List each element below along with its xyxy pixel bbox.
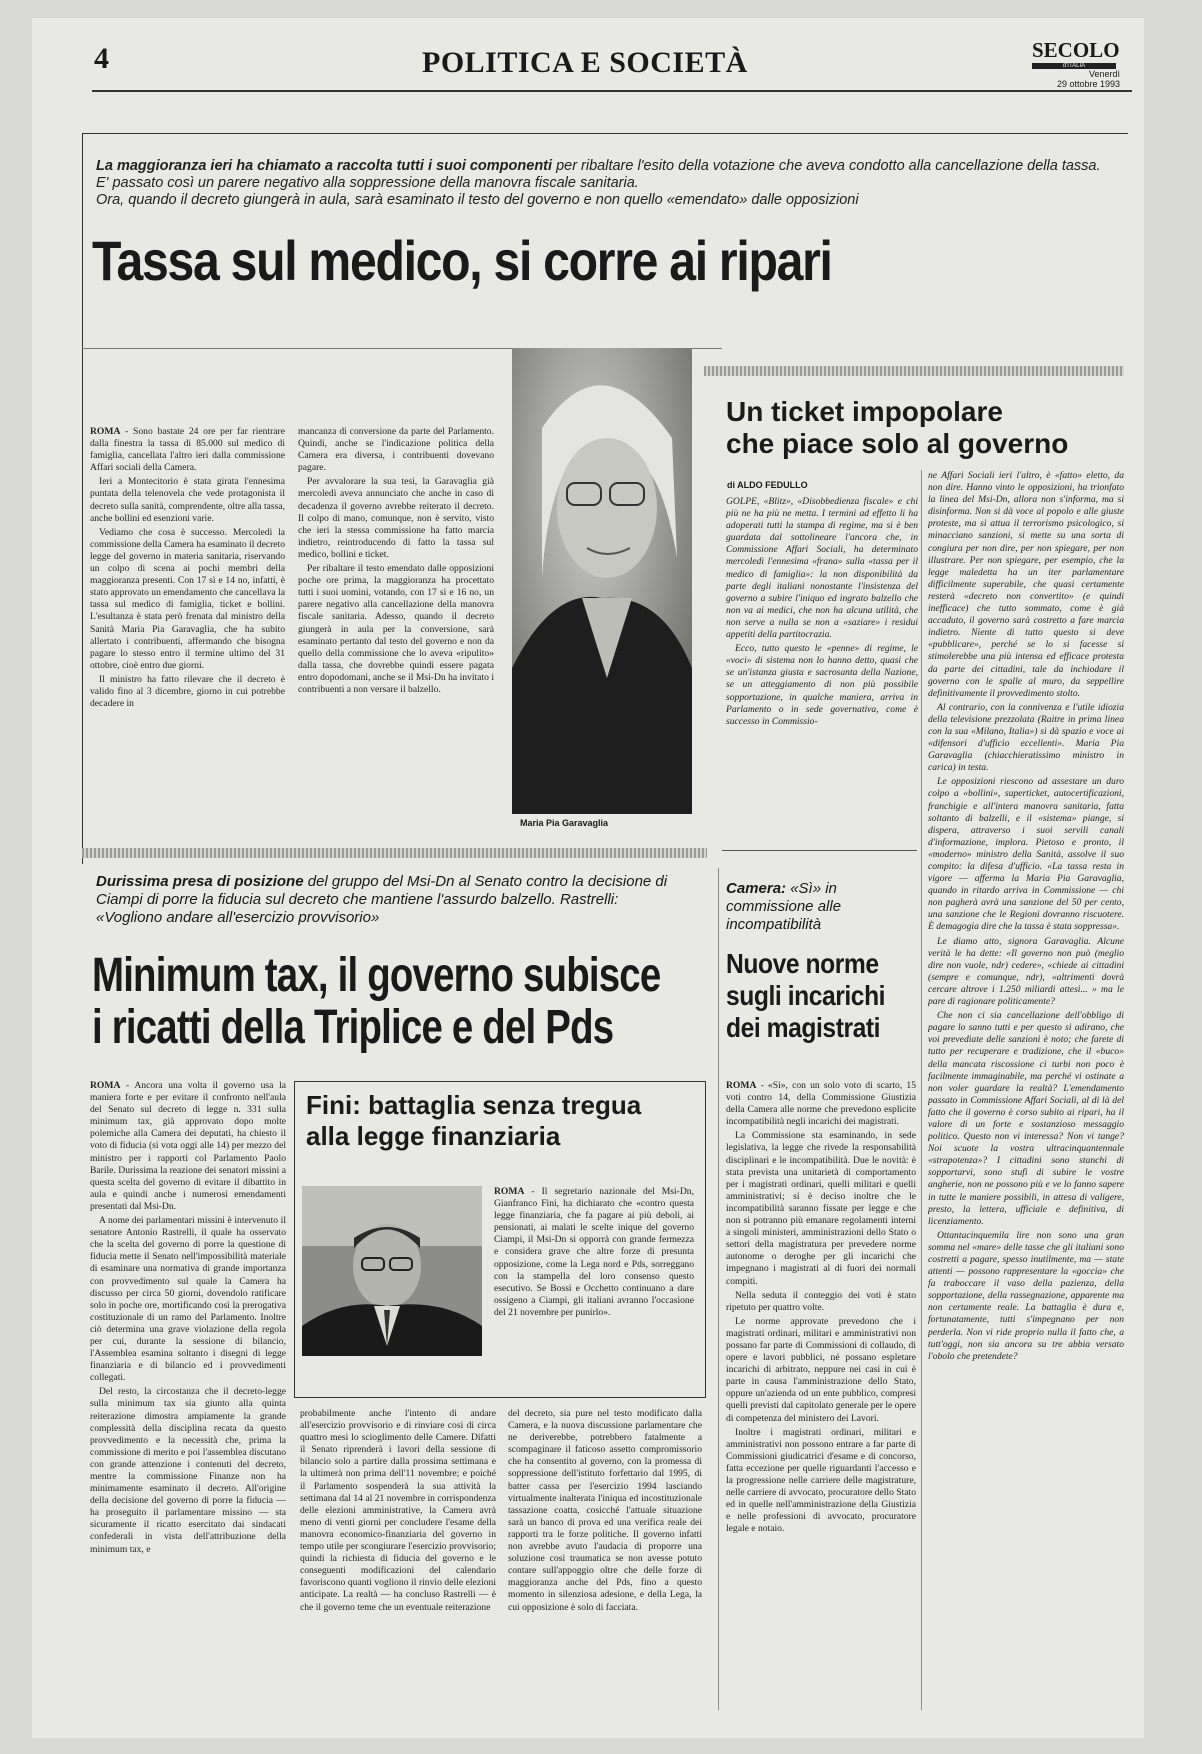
- article3-dateline: ROMA: [90, 1080, 121, 1091]
- portrait-image: [512, 348, 692, 814]
- article5-col1-p3: Nella seduta il conteggio dei voti è stato ripetuto per quattro volte.: [726, 1289, 916, 1313]
- article5-dateline: ROMA: [726, 1080, 757, 1091]
- article1-column-2: [298, 426, 494, 831]
- article5-headline-line3: dei magistrati: [726, 1012, 881, 1043]
- article2-col2-p3: Le opposizioni riescono ad assestare un duro colpo a «bollini», superticket, autocertificazioni, franchigie e all'intera manovra sanitaria, fatta soltanto di balzelli, e il «sistema» piange, si dispera, attraverso i suoi servili canali d'informazione, implora. Pietoso e pronto, il «moderno» ministro della Sanità, assolve il suo compito: la difesa d'ufficio. «La tassa resta in vigore — afferma la Maria Pia Garavaglia, quando in ritardo arriva in Commissione — chi non pagherà avrà una sanzione del 50 per cento, una sanzione che le Regioni dovranno riscuotere. È demagogia dire che la tassa è stata soppressa».: [928, 776, 1124, 933]
- article2-headline-line1: Un ticket impopolare: [726, 396, 1003, 427]
- article2-col2-p6: Ottantacinquemila lire non sono una gran somma nel «mare» delle tasse che gli italiani sono costretti a pagare, spesso inutilmente, ma — state attenti — possono rappresentare la «goccia» che fa traboccare il vaso della pazienza, della sopportazione, della rassegnazione, apparente ma non certamente reale. La battaglia è dura e, fortunatamente, tutti s'impegnano per non perderla. Non vi ride proprio nulla il fatto che, a tutt'oggi, non sia ancora su tre abbia versato l'obolo che pretendete?: [928, 1229, 1124, 1362]
- article3-col3-text: del decreto, sia pure nel testo modificato dalla Camera, e la nuova discussione parlamentare che ne deriverebbe, potrebbero fatalmente a scompaginare il faticoso assetto compromissorio che ha consentito al governo, con la promessa di soppressione dell'istituto forfettario dal 1995, di batter cassa per l'esercizio 1994 lasciando virtualmente inalterata l'iniqua ed incostituzionale tassazione coatta, cosicché l'attuale situazione sarà un banco di prova ed una verifica reale dei rapporti tra le forze politiche. Il governo infatti non avrebbe avuto l'audacia di proporre una soluzione così traumatica se non avesse potuto contare sull'appoggio oltre che delle forze di maggioranza anche del Pds, fino a questo momento in silenziosa adesione, e della Lega, la cui opposizione è solo di facciata.: [508, 1408, 702, 1613]
- article4-text-column: [494, 1186, 694, 1386]
- garavaglia-photo: [512, 348, 692, 814]
- article3-col1-p2: A nome dei parlamentari missini è intervenuto il senatore Antonio Rastrelli, il quale ha osservato che la scelta del governo di porre la questione di fiducia mette il Senato nell'impossibilità materiale di esaminare una normativa di grande importanza con provvedimento sul quale la Camera ha discusso per circa 50 giorni, dovendolo ratificare solo in poche ore, mortificando così la prerogativa costituzionale di un ramo del Parlamento. Inoltre ciò determina una grave violazione della regola per cui, durante la sessione di bilancio, l'Assemblea esamina soltanto i disegni di legge finanziaria e di bilancio ed i provvedimenti collegati.: [90, 1215, 286, 1384]
- garavaglia-photo-caption: Maria Pia Garavaglia: [520, 818, 609, 828]
- article3-headline: [92, 950, 660, 1054]
- article3-col1-p3: Del resto, la circostanza che il decreto-legge sulla minimum tax sia giunto alla quinta reiterazione dimostra ampiamente la grande complessità della disciplina recata da questo provvedimento e la necessità che, prima la commissione di merito e poi l'assemblea discutano con grande attenzione i contenuti del decreto, mentre la commissione Finanze non ha minimamente esaminato il decreto. All'origine della decisione del governo di porre la fiducia — ha proseguito il parlamentare missino — sta sicuramente il ricatto esercitato dai sindacati confederali in vista dell'attribuzione della minimum tax, e: [90, 1386, 286, 1555]
- article1-dateline: ROMA: [90, 426, 121, 437]
- article5-column: [726, 1080, 916, 1710]
- article3-kicker: [96, 873, 676, 927]
- article1-col1-text: - Sono bastate 24 ore per far rientrare dalla finestra la tassa di 85.000 sul medico di famiglia, cancellata l'altro ieri dalla commissione Affari sociali della Camera.: [90, 426, 285, 474]
- header-rule: [92, 90, 1132, 92]
- article2-col2-text: ne Affari Sociali ieri l'altro, è «fatto» eletto, da non dire. Hanno vinto le opposizioni, ha trionfato la linea del Msi-Dn, allora non s'informa, ma si disinforma. Non si dà voce al popolo e alle giuste proteste, ma si attua il terrorismo psicologico, si minacciano sanzioni, si mette su una sorta di congiura per non dire, per non spiegare, per non illustrare. Per non spiegare, per esempio, che la legge maledetta ha un iter parlamentare difficilmente superabile, che quasi certamente resterà «decreto non convertito» (e quindi inefficace) che tutto sommato, come è già accaduto, il governo sarà costretto a fare marcia indietro. Niente di tutto questo si deve «pubblicare», perché se lo si facesse si stimolerebbe una più intensa ed efficace protesta da parte dei cittadini, tale da inchiodare il governo con le spalle al muro, da seppellire definitivamente il provvedimento stolto.: [928, 470, 1124, 699]
- page-number: 4: [94, 42, 109, 75]
- article5-col1-text: - «Sì», con un solo voto di scarto, 15 voti contro 14, della Commissione Giustizia della Camera alle norme che prevedono esplicite incompatibilità negli incarichi dei magistrati.: [726, 1080, 916, 1128]
- article3-col2-text: probabilmente anche l'intento di andare all'esercizio provvisorio e di rinviare così di circa quattro mesi lo scioglimento delle Camere. Difatti il Senato riprenderà i lavori della sessione di bilancio solo a partire dalla prossima settimana e la ultimerà non prima dell'11 novembre; e poiché il Parlamento sospenderà la sua attività la settimana dal 14 al 21 novembre in corrispondenza delle elezioni amministrative, la Camera avrà meno di venti giorni per concludere l'esame della manovra economico-finanziaria del governo in tempo utile per scongiurare l'esercizio provvisorio; quindi la richiesta di fiducia del governo e le conseguenti modificazioni del calendario favoriscono quanti vogliono il rinvio delle elezioni anticipate. La realtà — ha concluso Rastrelli — è che il governo teme che un eventuale reiterazione: [300, 1408, 496, 1613]
- article5-col1-p2: La Commissione sta esaminando, in sede legislativa, la legge che rivede la responsabilità disciplinari e le incompatibilità. Due le novità: è stata prevista una unitarietà di comportamento per i magistrati ordinari, quelli militari e quelli amministrativi; si è deciso inoltre che le incompatibilità saranno fissate per legge e che non si potranno più emanare regolamenti interni a singoli ministeri, amministrazioni dello Stato o settori della magistratura per prevedere norme autonome o deroghe per gli incarichi che impegnano i magistrati al di fuori dei normali compiti.: [726, 1130, 916, 1287]
- article4-headline-line2: alla legge finanziaria: [306, 1121, 561, 1151]
- article1-col1-p3: Vediamo che cosa è successo. Mercoledì la commissione della Camera ha esaminato il decreto legge del governo in materia sanitaria, riservando un colpo di scena ai pochi membri della maggioranza presenti. Con 17 sì e 14 no, infatti, è stato approvato un emendamento che cancellava la tassa sul medico di famiglia, ticket e bollini. L'esultanza è stata però frenata dal ministro della Sanità Maria Pia Garavaglia, che ha subito allertato i contribuenti, affermando che bisogna pagare lo stesso entro il termine ultimo del 31 ottobre, cioè entro due giorni.: [90, 526, 285, 671]
- newspaper-page: [32, 18, 1144, 1738]
- masthead: [1032, 38, 1142, 89]
- article1-kicker: [96, 158, 1106, 209]
- article2-col1-text: GOLPE, «Blitz», «Disobbedienza fiscale» e chi più ne ha più ne metta. I termini ad effetto li ha adoperati tutti la stampa di regime, ma si è ben guardata dal sottolineare l'ancora che, in Commissione Affari Sociali, ha determinato mercoledì l'ennesima «frana» sulla «tassa per il medico di famiglia»: la non disponibilità da parte degli italiani nonostante l'insistenza del governo a subire l'iniquo ed ingrato balzello che non va ai medici, che non ha alcuna utilità, che non serve a nulla se non a «saziare» i residui appetiti della partitocrazia.: [726, 496, 918, 641]
- article2-column-1: [726, 496, 918, 831]
- article1-kicker-line3: Ora, quando il decreto giungerà in aula, sarà esaminato il testo del governo e non quello «emendato» dalle opposizioni: [96, 192, 859, 208]
- section-title: POLITICA E SOCIETÀ: [422, 46, 748, 79]
- mid-rule-right: [722, 850, 917, 851]
- article5-column-rule: [718, 868, 719, 1710]
- masthead-title: SECOLO: [1032, 38, 1120, 62]
- article2-headline-line2: che piace solo al governo: [726, 428, 1069, 459]
- article2-col1-p2: Ecco, tutto questo le «penne» di regime, le «voci» di sistema non lo hanno detto, quasi che se un'istanza giusta e sacrosanta della Nazione, se un atteggiamento di non più possibile sopportazione, in qualche maniera, arriva in Parlamento o in sede governativa, come è successo in Commissio-: [726, 643, 918, 727]
- article1-col2-p3: Per ribaltare il testo emendato dalle opposizioni poche ore prima, la maggioranza ha procettato tutti i suoi uomini, votando, con 17 sì e 16 no, un parere negativo alla cancellazione della manovra fiscale sanitaria. Adesso, quando il decreto giungerà in aula per la conversione, sarà esaminato pertanto dal testo del governo e non da quello della commissione che lo aveva «ripulito» dalla tassa, che dovrebbe quindi essere pagata entro dopodomani, anche se il Msi-Dn ha invitato i contribuenti a non versare il balzello.: [298, 563, 494, 695]
- masthead-subtitle: d'ITALIA: [1032, 63, 1116, 69]
- article1-col2-text: mancanza di conversione da parte del Parlamento. Quindi, anche se l'indicazione politica della Camera era diversa, i contribuenti dovevano pagare.: [298, 426, 494, 474]
- issue-date: 29 ottobre 1993: [1056, 79, 1120, 89]
- article5-headline-line1: Nuove norme: [726, 948, 879, 979]
- article3-column-1: [90, 1080, 286, 1710]
- article3-column-3: [508, 1408, 702, 1710]
- article4-dateline: ROMA: [494, 1186, 525, 1197]
- article1-column-1: [90, 426, 285, 831]
- article3-headline-line1: Minimum tax, il governo subisce: [92, 949, 661, 1002]
- article4-headline: [306, 1090, 641, 1152]
- article2-col2-p4: Le diamo atto, signora Garavaglia. Alcune verità le ha dette: «Il governo non può (meglio dire non vuole, ndr) cedere», «chiede ai cittadini (sempre e comunque, ndr), «altrimenti dovrà cercare altrove i 1.250 miliardi attesi... » ma le pare di ragionare politicamente?: [928, 935, 1124, 1008]
- article3-col1-text: - Ancora una volta il governo usa la maniera forte e per evitare il confronto nell'aula del Senato sul decreto di legge n. 331 sulla minimum tax, già approvato dopo molte polemiche alla Camera dei deputati, ha chiesto il voto di fiducia (si vota oggi alle 14) per mezzo del ministro per i rapporti col Parlamento Paolo Barile. Durissima la reazione dei senatori missini a questa scelta del governo di evitare il dibattito in aula e quindi anche i numerosi emendamenti presentati dal Msi-Dn.: [90, 1080, 286, 1212]
- article3-column-2: [300, 1408, 496, 1710]
- article5-col1-p4: Le norme approvate prevedono che i magistrati ordinari, militari e amministrativi non possano far parte di Commissioni di collaudo, di opere e lavori pubblici, né possano espletare incarichi di arbitrato, neppure nei casi in cui è parte in causa l'amministrazione dello Stato, oppure un'azienda od un ente pubblico, compresi quelli previsti dal capitolato generale per le opere di competenza del ministero dei Lavori.: [726, 1315, 916, 1424]
- article5-headline-line2: sugli incarichi: [726, 980, 886, 1011]
- article5-headline: [726, 948, 885, 1044]
- fini-portrait-image: [302, 1186, 482, 1356]
- article3-kicker-bold: Durissima presa di posizione: [96, 873, 304, 890]
- article2-col2-p5: Che non ci sia cancellazione dell'obbligo di pagare lo sanno tutti e per questo si adirano, che voi prevediate delle sanzioni è noto; che farete di tutto per recuperare e tradizione, che il «buco» della mancata riscossione ci turbi non poco è facilmente immaginabile, ma perché vi ostinate a non voler guardare la realtà? L'emendamento passato in Commissione Affari Sociali, al di là del fatto che il governo è corso subito ai ripari, ha il valore di un forte e sostanzioso messaggio politico. Questo non vi interessa? Non vi tange? Noi scuote la vostra ultracinquantennale «strapotenza»? I cittadini sono stanchi di sopportarvi, sono stufi di subire le vostre angherie, non ne possono più e ve lo fanno sapere in tutte le maniere possibili, in attesa di valigere, presto, la lettera, ufficiale e definitiva, di licenziamento.: [928, 1010, 1124, 1227]
- article4-text: - Il segretario nazionale del Msi-Dn, Gianfranco Fini, ha dichiarato che «contro questa legge finanziaria, che fa pagare ai più deboli, ai pensionati, ai malati le scelte inique del governo Ciampi, il Msi-Dn si opporrà con grande fermezza e considera grave che altre forze di presunta opposizione, come la Lega nord e Pds, sorreggano con la stampella del loro consenso questo esecutivo. Se Bossi e Occhetto continuano a dare ossigeno a Ciampi, gli italiani avranno l'occasione del 21 novembre per punirlo».: [494, 1186, 694, 1318]
- article2-byline: di ALDO FEDULLO: [727, 480, 808, 490]
- fini-photo: [302, 1186, 482, 1356]
- article3-headline-line2: i ricatti della Triplice e del Pds: [92, 1001, 614, 1054]
- article5-kicker-rest: «Sì» in commissione alle incompatibilità: [726, 880, 842, 933]
- article2-col2-p2: Al contrario, con la connivenza e l'utile idiozia della televisione prezzolata (Raitre in prima linea con la sua «Milano, Italia») si dà spazio e voce ai «difensori d'ufficio eccellenti». Maria Pia Garavaglia (chiacchieratissimo ministro in carica) in testa.: [928, 701, 1124, 774]
- issue-weekday: Venerdì: [1088, 69, 1120, 79]
- article2-headline: [726, 396, 1068, 460]
- article1-kicker-rest: per ribaltare l'esito della votazione che aveva condotto alla cancellazione della tassa. E' passato così un parere negativo alla soppressione della manovra fiscale sanitaria.: [96, 158, 1101, 191]
- article1-col1-p4: Il ministro ha fatto rilevare che il decreto è valido fino al 3 dicembre, giorno in cui potrebbe decadere in: [90, 673, 285, 710]
- article5-kicker: [726, 880, 906, 934]
- article2-top-band: [704, 366, 1124, 376]
- article1-col2-p2: Per avvalorare la sua tesi, la Garavaglia già mercoledì aveva annunciato che anche in caso di decadenza il governo avrebbe reiterato il decreto. Il colpo di mano, comunque, non è servito, visto che ieri la stessa commissione ha fatto marcia indietro, reintroducendo di fatto la tassa sul medico, bollini e ticket.: [298, 476, 494, 560]
- article3-kicker-rest: del gruppo del Msi-Dn al Senato contro la decisione di Ciampi di porre la fiducia sul decreto che mantiene l'assurdo balzello. Rastrelli: «Vogliono andare all'esercizio provvisorio»: [96, 873, 668, 926]
- article1-kicker-bold: La maggioranza ieri ha chiamato a raccolta tutti i suoi componenti: [96, 158, 553, 174]
- mid-band: [82, 848, 707, 858]
- article1-headline: Tassa sul medico, si corre ai ripari: [92, 229, 832, 292]
- article4-headline-line1: Fini: battaglia senza tregua: [306, 1090, 642, 1120]
- article5-kicker-bold: Camera:: [726, 880, 787, 897]
- article1-col1-p2: Ieri a Montecitorio è stata girata l'ennesima puntata della telenovela che vede protagonista il decreto sulla sanità, comprendente, oltre alla tassa, anche bollini ed esenzioni varie.: [90, 476, 285, 524]
- article5-col1-p5: Inoltre i magistrati ordinari, militari e amministrativi non possono entrare a far parte di Commissioni giudicatrici d'esame e di concorso, fatta eccezione per quelle riguardanti l'accesso e la progressione nelle carriere delle magistrature, nelle carriere di avvocato, procuratore dello Stato ed in quelle nell'amministrazione della Giustizia e nelle professioni di avvocato, procuratore legale e notaio.: [726, 1426, 916, 1535]
- article2-column-rule: [921, 470, 922, 1710]
- article2-column-2: [928, 470, 1124, 1710]
